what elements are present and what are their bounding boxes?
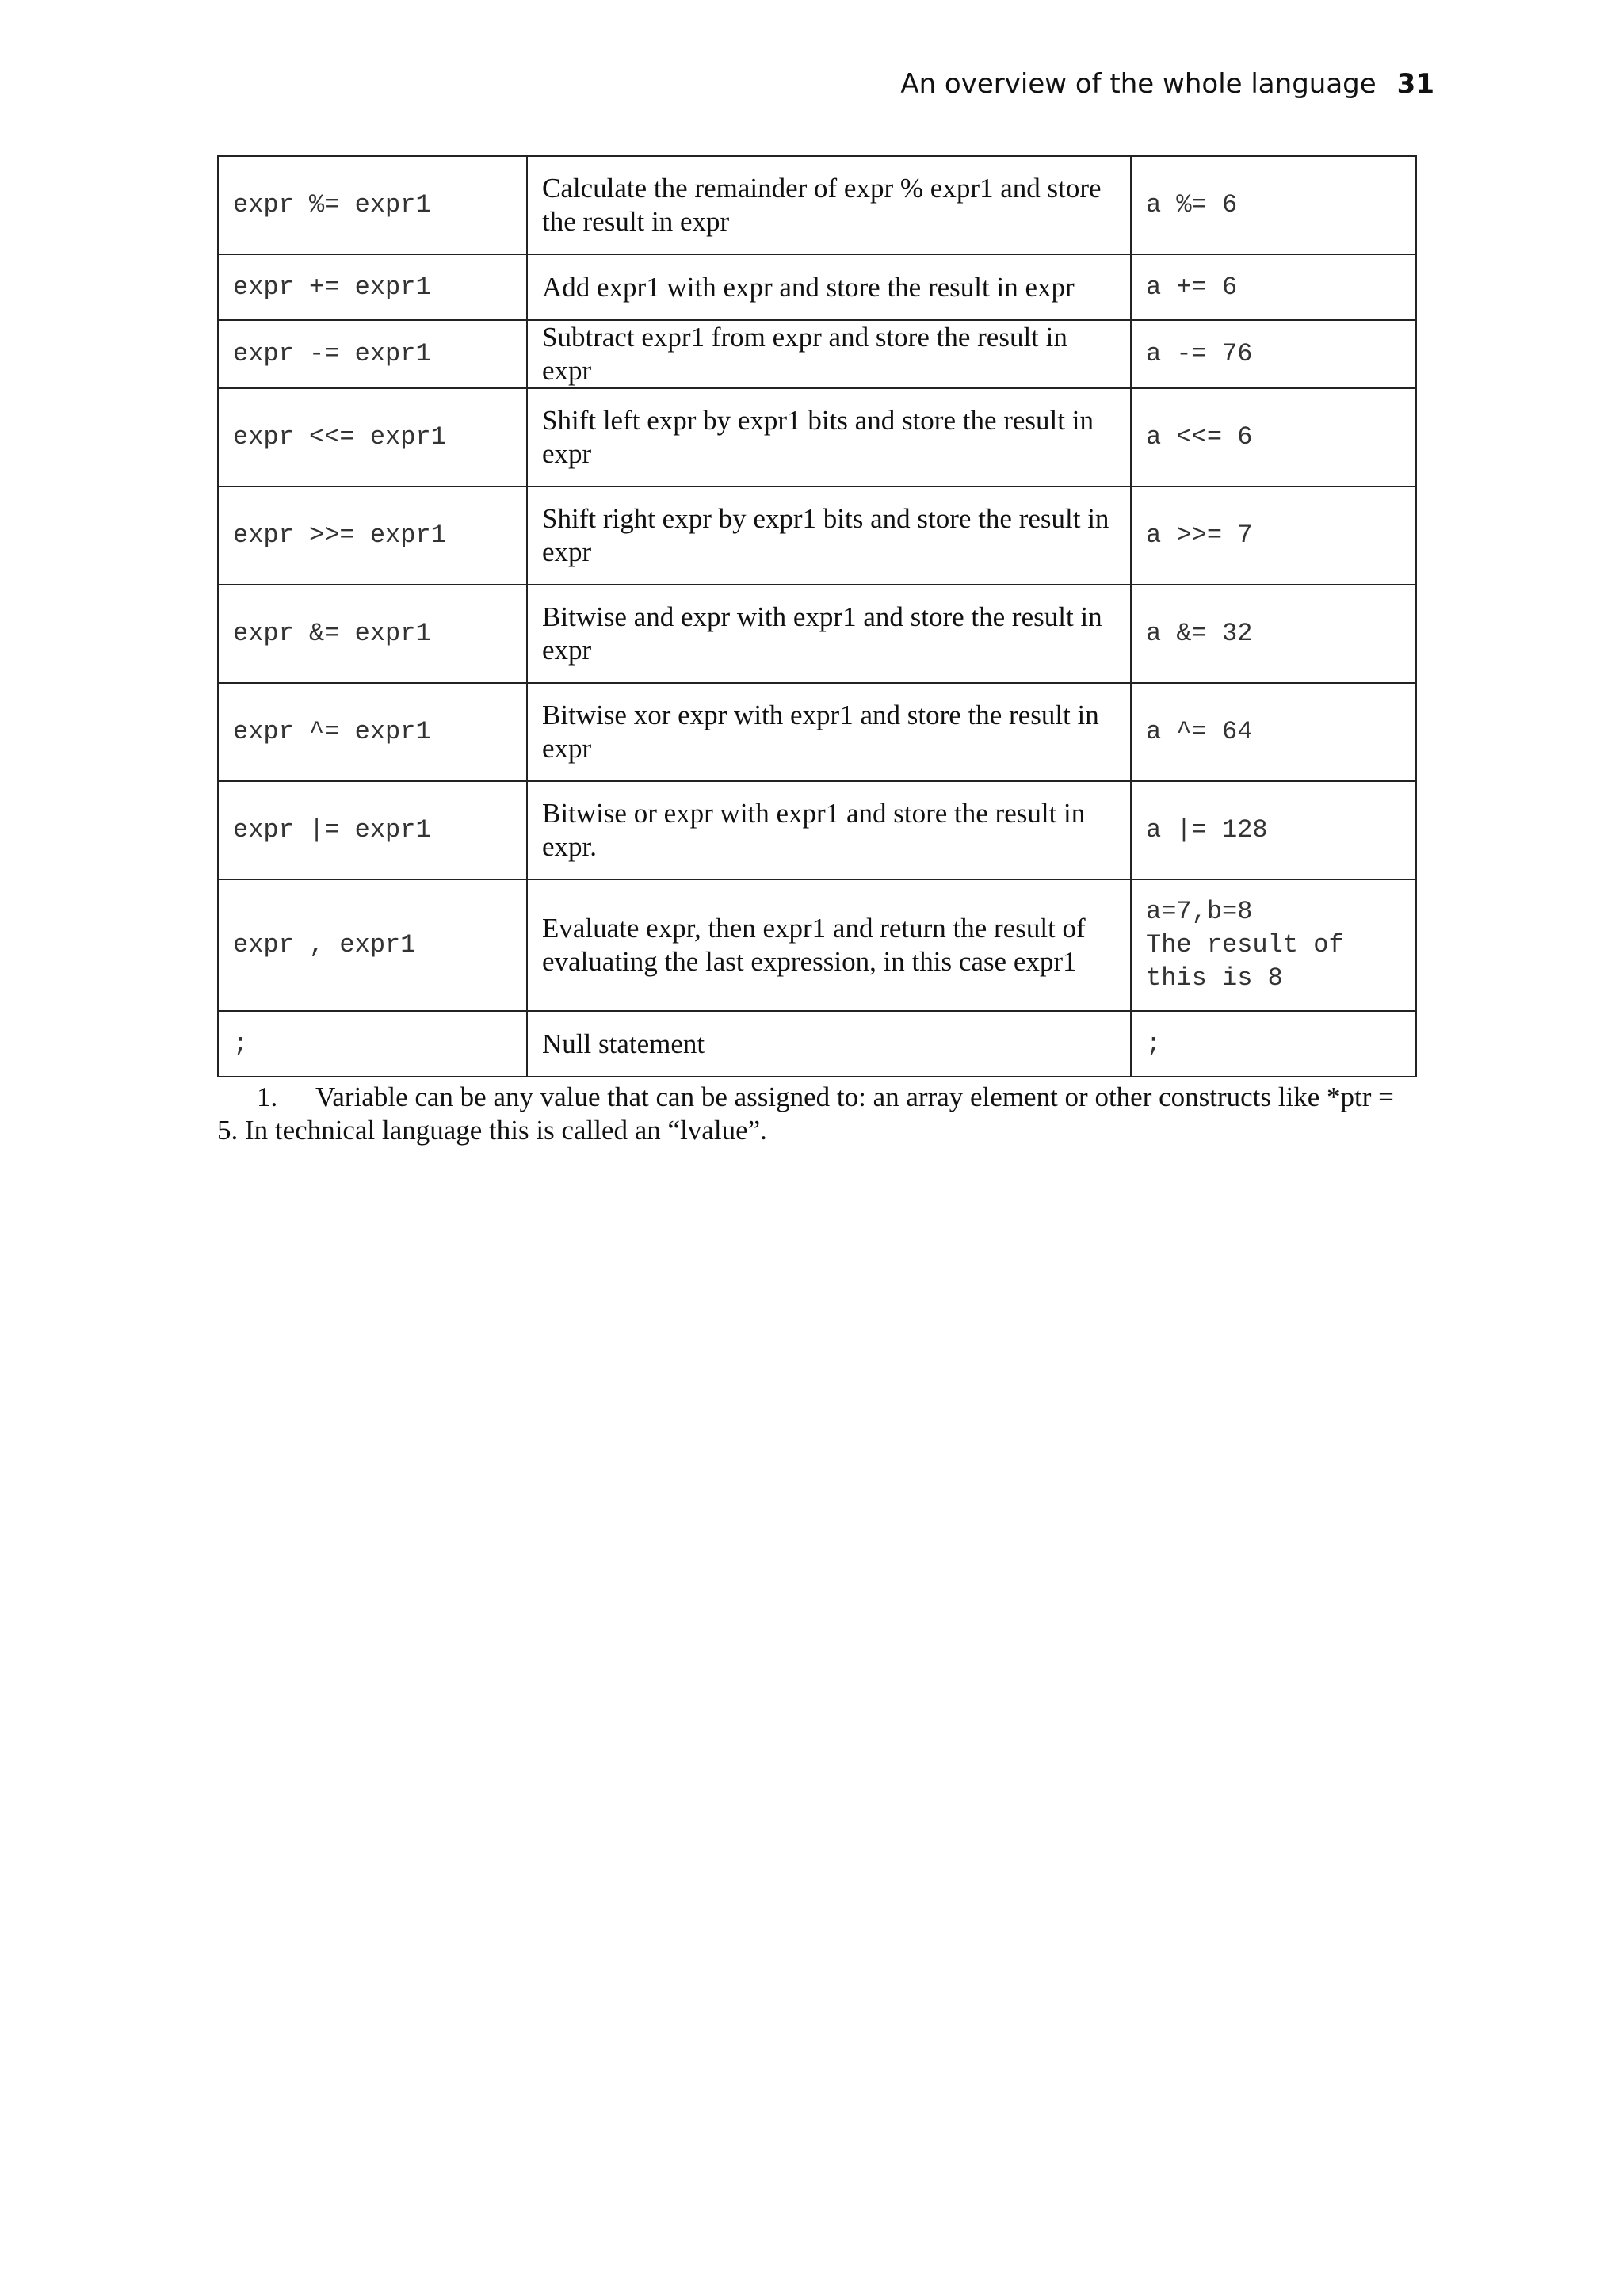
description-cell: Subtract expr1 from expr and store the result in expr: [527, 320, 1131, 388]
description-cell: Bitwise xor expr with expr1 and store the result in expr: [527, 683, 1131, 781]
expr-cell: ;: [218, 1011, 527, 1077]
description-cell: Bitwise and expr with expr1 and store the result in expr: [527, 585, 1131, 683]
footnote-text-2: 5. In technical language this is called an “lvalue”.: [217, 1115, 767, 1146]
running-header: [900, 68, 1434, 100]
table-row: [218, 879, 1416, 1011]
example-cell: a -= 76: [1131, 320, 1416, 388]
expr-cell: expr , expr1: [218, 879, 527, 1011]
table-row: [218, 486, 1416, 585]
table-row: [218, 585, 1416, 683]
expr-cell: expr |= expr1: [218, 781, 527, 879]
description-cell: Shift right expr by expr1 bits and store the result in expr: [527, 486, 1131, 585]
example-cell: a >>= 7: [1131, 486, 1416, 585]
description-cell: Add expr1 with expr and store the result in expr: [527, 254, 1131, 320]
expr-cell: expr <<= expr1: [218, 388, 527, 486]
example-cell: a ^= 64: [1131, 683, 1416, 781]
example-cell: a += 6: [1131, 254, 1416, 320]
expr-cell: expr -= expr1: [218, 320, 527, 388]
description-cell: Bitwise or expr with expr1 and store the result in expr.: [527, 781, 1131, 879]
table-row: [218, 683, 1416, 781]
example-cell: a %= 6: [1131, 156, 1416, 254]
description-cell: Shift left expr by expr1 bits and store the result in expr: [527, 388, 1131, 486]
example-cell: ;: [1131, 1011, 1416, 1077]
table-row: [218, 781, 1416, 879]
footnote: [217, 1081, 1422, 1147]
example-cell: a=7,b=8 The result of this is 8: [1131, 879, 1416, 1011]
footnote-line-1: [217, 1081, 1422, 1114]
table-row: [218, 388, 1416, 486]
page-number: 31: [1396, 68, 1434, 100]
description-cell: Evaluate expr, then expr1 and return the result of evaluating the last expression, in this case expr1: [527, 879, 1131, 1011]
description-cell: Null statement: [527, 1011, 1131, 1077]
example-cell: a |= 128: [1131, 781, 1416, 879]
expr-cell: expr %= expr1: [218, 156, 527, 254]
footnote-marker: 1.: [257, 1081, 278, 1112]
expr-cell: expr += expr1: [218, 254, 527, 320]
operators-table: [217, 155, 1417, 1077]
table-row: [218, 254, 1416, 320]
example-cell: a <<= 6: [1131, 388, 1416, 486]
example-cell: a &= 32: [1131, 585, 1416, 683]
table-row: [218, 1011, 1416, 1077]
description-cell: Calculate the remainder of expr % expr1 and store the result in expr: [527, 156, 1131, 254]
footnote-text-1: Variable can be any value that can be assigned to: an array element or other constructs like *ptr =: [315, 1081, 1394, 1112]
chapter-title: An overview of the whole language: [900, 68, 1377, 100]
expr-cell: expr ^= expr1: [218, 683, 527, 781]
expr-cell: expr >>= expr1: [218, 486, 527, 585]
expr-cell: expr &= expr1: [218, 585, 527, 683]
table-row: [218, 320, 1416, 388]
table-row: [218, 156, 1416, 254]
